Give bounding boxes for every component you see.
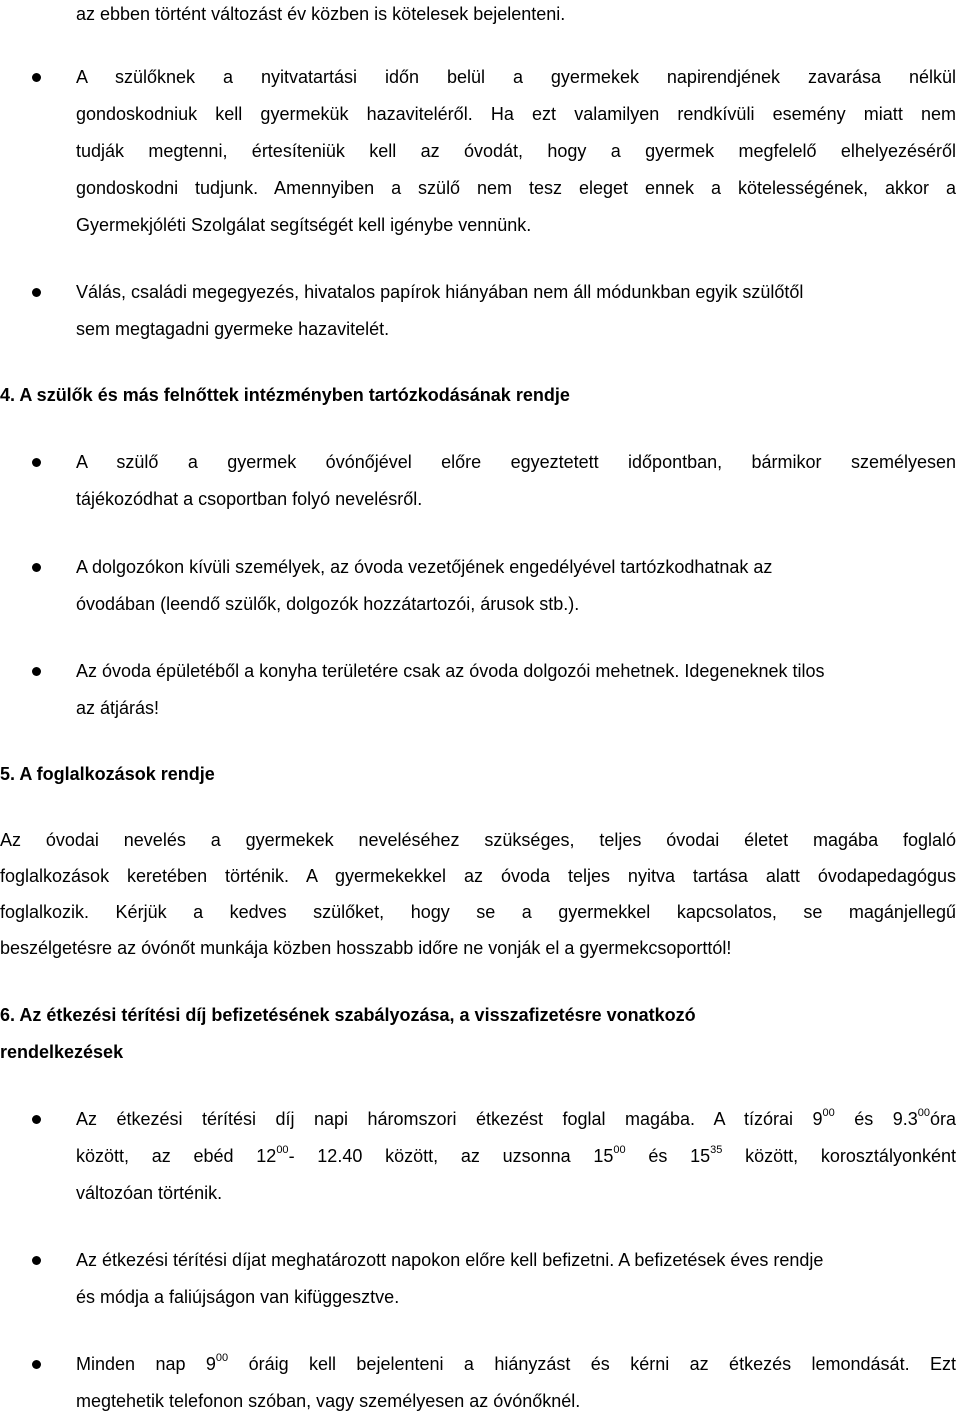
text-line: foglalkozik. Kérjük a kedves szülőket, hogy se a gyermekkel kapcsolatos, se magánjellegű — [0, 902, 956, 922]
text-line: sem megtagadni gyermeke hazavitelét. — [76, 319, 390, 339]
text-line: gondoskodni tudjunk. Amennyiben a szülő nem tesz eleget ennek a kötelességének, akkor a — [76, 178, 956, 198]
bullet-icon — [32, 563, 41, 572]
text-line: Az óvodai nevelés a gyermekek neveléséhez szükséges, teljes óvodai életet magába foglaló — [0, 830, 956, 850]
bullet-icon — [32, 1256, 41, 1265]
text-line: A dolgozókon kívüli személyek, az óvoda vezetőjének engedélyével tartózkodhatnak az — [76, 557, 773, 577]
bullet-icon — [32, 73, 41, 82]
bullet-icon — [32, 1360, 41, 1369]
text-line: Válás, családi megegyezés, hivatalos papírok hiányában nem áll módunkban egyik szülőtől — [76, 282, 804, 302]
bullet-icon — [32, 1115, 41, 1124]
text-line: és módja a faliújságon van kifüggesztve. — [76, 1287, 400, 1307]
text-line: Gyermekjóléti Szolgálat segítségét kell igénybe vennünk. — [76, 215, 532, 235]
bullet-icon — [32, 458, 41, 467]
text-line: gondoskodniuk kell gyermekük hazaviteléről. Ha ezt valamilyen rendkívüli esemény miatt nem — [76, 104, 956, 124]
text-line: megtehetik telefonon szóban, vagy személyesen az óvónőknél. — [76, 1391, 581, 1411]
text-line: beszélgetésre az óvónőt munkája közben hosszabb időre ne vonják el a gyermekcsoporttól! — [0, 938, 732, 958]
text-line: A szülőknek a nyitvatartási időn belül a gyermekek napirendjének zavarása nélkül — [76, 67, 956, 87]
text-line: Minden nap $9^{00}$ óráig kell bejelenteni a hiányzást és kérni az étkezés lemondását. Ezt — [76, 1352, 956, 1374]
text-line: óvodában (leendő szülők, dolgozók hozzátartozói, árusok stb.). — [76, 594, 580, 614]
text-line: Az étkezési térítési díjat meghatározott napokon előre kell befizetni. A befizetések éves rendje — [76, 1250, 824, 1270]
text-line: tudják megtenni, értesíteniük kell az óvodát, hogy a gyermek megfelelő elhelyezéséről — [76, 141, 956, 161]
text-line: A szülő a gyermek óvónőjével előre egyeztetett időpontban, bármikor személyesen — [76, 452, 956, 472]
bullet-icon — [32, 667, 41, 676]
text-line: foglalkozások keretében történik. A gyermekekkel az óvoda teljes nyitva tartása alatt óvodapedagógus — [0, 866, 956, 886]
bullet-icon — [32, 288, 41, 297]
text-line: között, az ebéd $12^{00}-$ 12.40 között, az uzsonna $15^{00}$ és $15^{35}$ között, korosztályonként — [76, 1144, 956, 1166]
text-line: Az étkezési térítési díj napi háromszori étkezést foglal magába. A tízórai $9^{00}$ és $9.3^{00}óra$ — [76, 1107, 956, 1129]
continuation-line: az ebben történt változást év közben is kötelesek bejelenteni. — [76, 4, 566, 24]
section-heading-cont: rendelkezések — [0, 1042, 124, 1062]
text-line: tájékozódhat a csoportban folyó nevelésről. — [76, 489, 423, 509]
section-heading: 4. A szülők és más felnőttek intézményben tartózkodásának rendje — [0, 385, 570, 405]
text-line: változóan történik. — [76, 1183, 223, 1203]
section-heading: 6. Az étkezési térítési díj befizetésének szabályozása, a visszafizetésre vonatkozó — [0, 1005, 696, 1025]
section-heading: 5. A foglalkozások rendje — [0, 764, 215, 784]
text-line: az átjárás! — [76, 698, 160, 718]
text-line: Az óvoda épületéből a konyha területére csak az óvoda dolgozói mehetnek. Idegeneknek tilos — [76, 661, 825, 681]
